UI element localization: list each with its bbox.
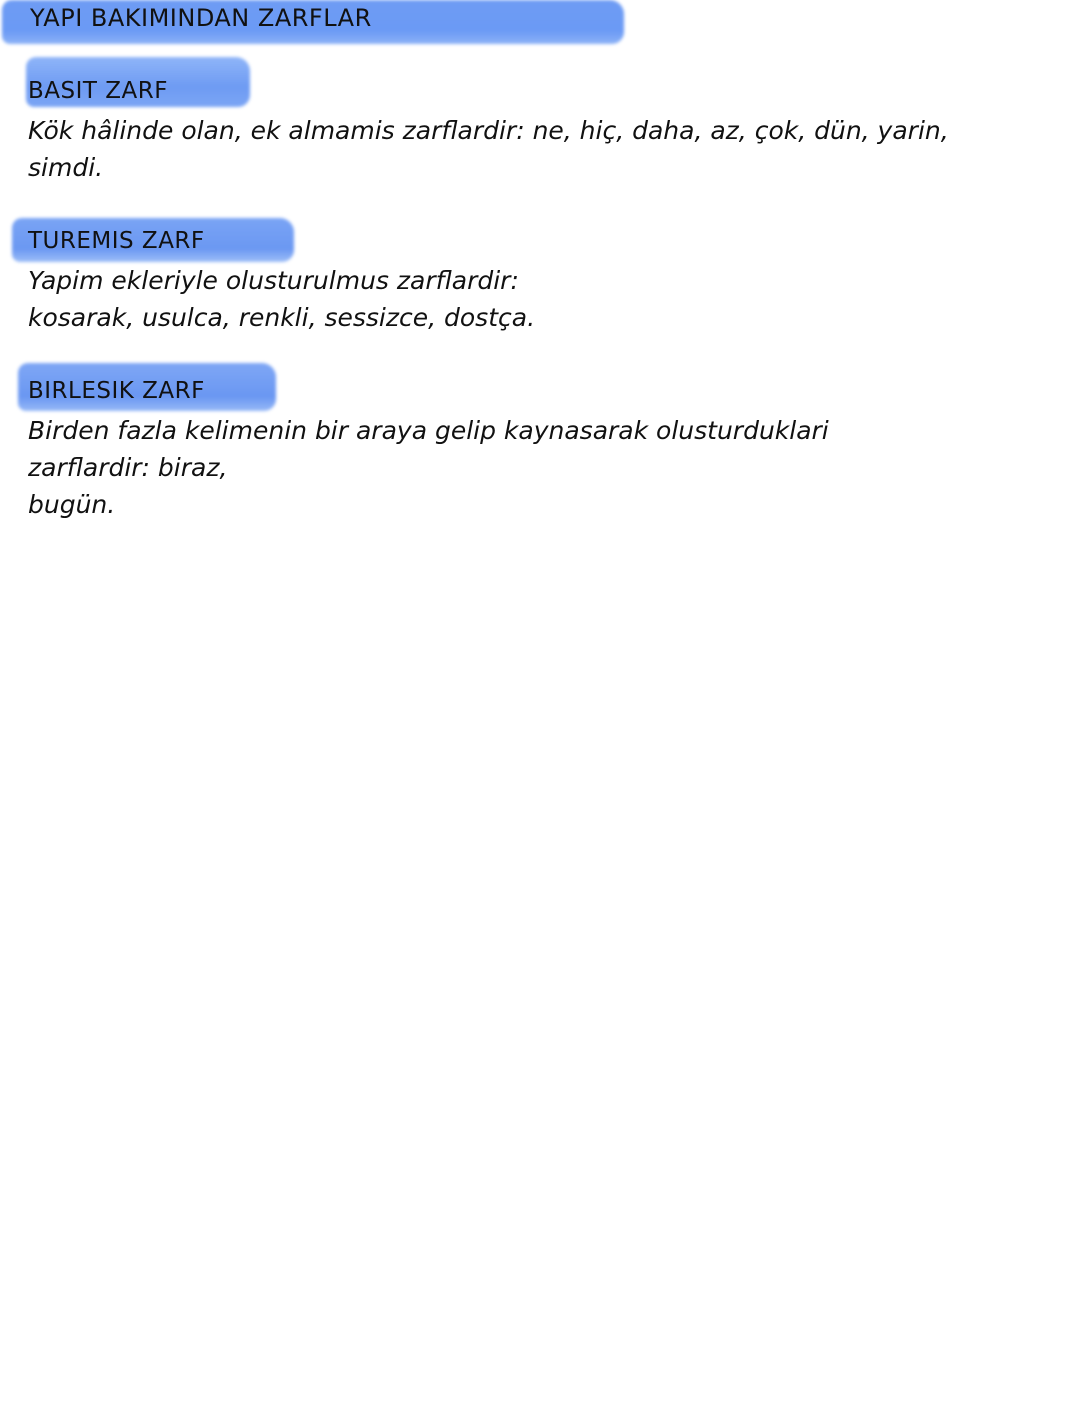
section-heading-basit: BASIT ZARF: [28, 78, 168, 104]
body-line: zarflardir: biraz,: [28, 453, 228, 482]
section-heading-turemis: TUREMIS ZARF: [28, 228, 205, 254]
section-body-birlesik: [28, 412, 988, 523]
body-line: Yapim ekleriyle olusturulmus zarflardir:: [28, 266, 519, 295]
body-line: Birden fazla kelimenin bir araya gelip kaynasarak olusturduklari: [28, 416, 829, 445]
section-body-basit: [28, 112, 1048, 186]
body-line: bugün.: [28, 490, 116, 519]
page-title: YAPI BAKIMINDAN ZARFLAR: [30, 4, 372, 32]
body-line: kosarak, usulca, renkli, sessizce, dostça.: [28, 303, 536, 332]
section-body-turemis: [28, 262, 1028, 336]
section-heading-birlesik: BIRLESIK ZARF: [28, 378, 205, 404]
body-line: Kök hâlinde olan, ek almamis zarflardir: ne, hiç, daha, az, çok, dün, yarin,: [28, 116, 949, 145]
body-line: simdi.: [28, 153, 104, 182]
